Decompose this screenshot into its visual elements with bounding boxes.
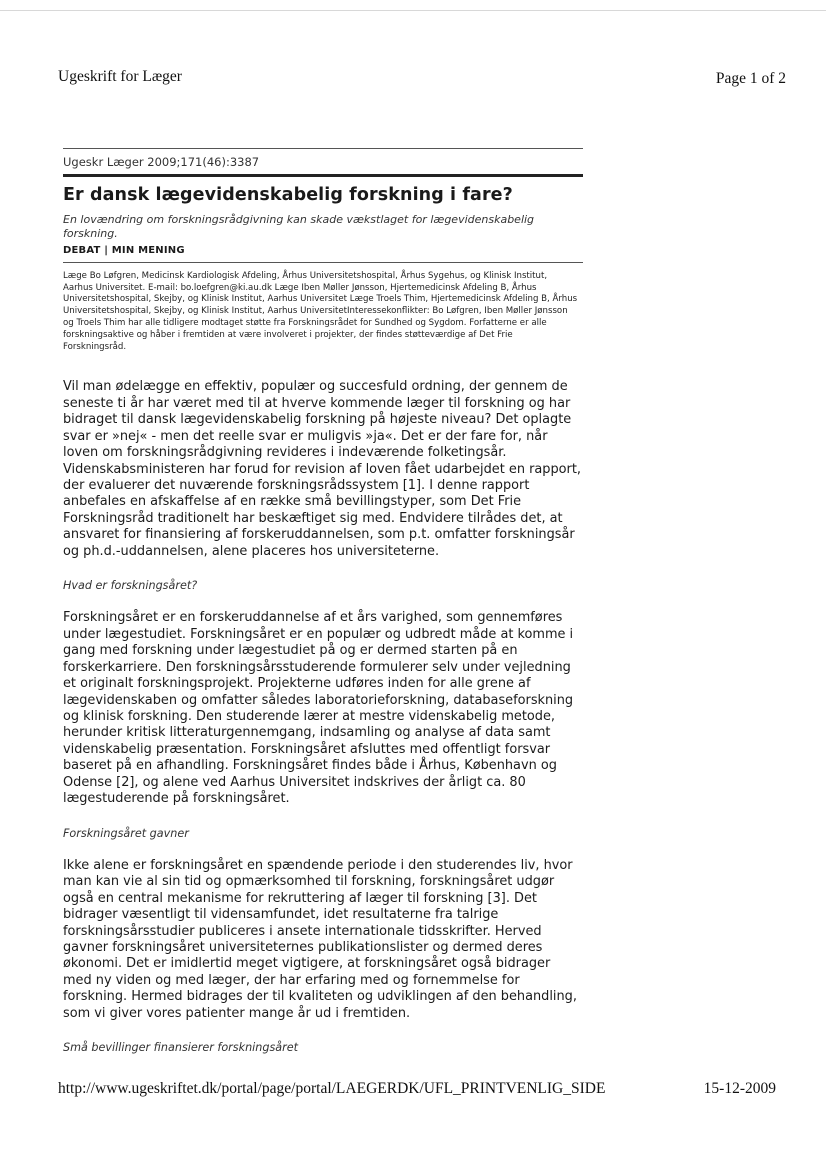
- section-rule: [63, 262, 583, 263]
- subheading-small-grants: Små bevillinger finansierer forskningsåret: [63, 1041, 299, 1055]
- subheading-research-year-benefits: Forskningsåret gavner: [63, 826, 189, 840]
- page-top-rule: [0, 10, 826, 11]
- print-footer-date: 15-12-2009: [703, 1080, 776, 1097]
- article: [63, 148, 583, 1054]
- paragraph-research-year: Forskningsåret er en forskeruddannelse af et års varighed, som gennemføres under lægestudiet. Forskningsåret er en populær og udbredt måde at komme i gang med forskning under lægestudiet på og er dermed starten på en forskerkarriere. Den forskningsårsstuderende formulerer selv under vejledning et originalt forskningsprojekt. Projekterne udføres inden for alle grene af lægevidenskaben og omfatter således laboratorieforskning, databaseforskning og klinisk forskning. Den studerende lærer at mestre videnskabelig metode, herunder kritisk litteraturgennemgang, indsamling og analyse af data samt videnskabelig præsentation. Forskningsåret afsluttes med offentligt forsvar baseret på en afhandling. Forskningsåret findes både i Århus, København og Odense [2], og alene ved Aarhus Universitet indskrives der årligt ca. 80 lægestuderende på forskningsåret.: [63, 610, 574, 807]
- article-title: Er dansk lægevidenskabelig forskning i fare?: [63, 185, 513, 205]
- article-subtitle: En lovændring om forskningsrådgivning kan skade vækstlaget for lægevidenskabelig forskning.: [63, 213, 535, 240]
- citation-bottom-rule: [63, 174, 583, 177]
- paragraph-intro: Vil man ødelægge en effektiv, populær og succesfuld ordning, der gennem de seneste ti år har været med til at hverve kommende læger til forskning og har bidraget til dansk lægevidenskabelig forskning på højeste niveau? Det oplagte svar er »nej« - men det reelle svar er muligvis »ja«. Det er der fare for, når loven om forskningsrådgivning revideres i indeværende folketingsår. Videnskabsministeren har forud for revision af loven fået udarbejdet en rapport, der evaluerer det nuværende forskningsrådssystem [1]. I denne rapport anbefales en afskaffelse af en række små bevillingstyper, som Det Frie Forskningsråd traditionelt har beskæftiget sig med. Endvidere tilrådes det, at ansvaret for finansiering af forskeruddannelsen, som p.t. omfatter forskningsår og ph.d.-uddannelsen, alene placeres hos universiteterne.: [63, 379, 581, 559]
- citation-top-rule: [63, 148, 583, 149]
- paragraph-benefits: Ikke alene er forskningsåret en spændende periode i den studerendes liv, hvor man kan vie al sin tid og opmærksomhed til forskning, forskningsåret udgør også en central mekanisme for rekruttering af læger til forskning [3]. Det bidrager væsentligt til vidensamfundet, idet resultaterne fra talrige forskningsårsstudier publiceres i ansete internationale tidsskrifter. Herved gavner forskningsåret universiteternes publikationslister og dermed deres økonomi. Det er imidlertid meget vigtigere, at forskningsåret også bidrager med ny viden og med læger, der har erfaring med og fornemmelse for forskning. Hermed bidrages der til kvaliteten og udviklingen af den behandling, som vi giver vores patienter mange år ud i fremtiden.: [63, 857, 577, 1021]
- print-footer-url: http://www.ugeskriftet.dk/portal/page/portal/LAEGERDK/UFL_PRINTVENLIG_SIDE: [58, 1080, 606, 1097]
- article-citation: Ugeskr Læger 2009;171(46):3387: [63, 155, 260, 169]
- section-tag: DEBAT | MIN MENING: [63, 244, 185, 256]
- print-header-page-number: Page 1 of 2: [715, 70, 786, 87]
- subheading-what-is-research-year: Hvad er forskningsåret?: [63, 579, 198, 593]
- author-affiliations: Læge Bo Løfgren, Medicinsk Kardiologisk Afdeling, Århus Universitetshospital, Århus Sygehus, og Klinisk Institut, Aarhus Universitet. E-mail: bo.loefgren@ki.au.dk Læge Iben Møller Jønsson, Hjertemedicinsk Afdeling B, Århus Universitetshospital, Skejby, og Klinisk Institut, Aarhus Universitet Læge Troels Thim, Hjertemedicinsk Afdeling B, Århus Universitetshospital, Skejby, og Klinisk Institut, Aarhus UniversitetInteressekonflikter: Bo Løfgren, Iben Møller Jønsson og Troels Thim har alle tidligere modtaget støtte fra Forskningsrådet for Sundhed og Sygdom. Forfatterne er alle forskningsaktive og håber i fremtiden at være involveret i projekter, der findes støtteværdige af Det Frie Forskningsråd.: [63, 270, 578, 352]
- print-header-title: Ugeskrift for Læger: [58, 68, 182, 85]
